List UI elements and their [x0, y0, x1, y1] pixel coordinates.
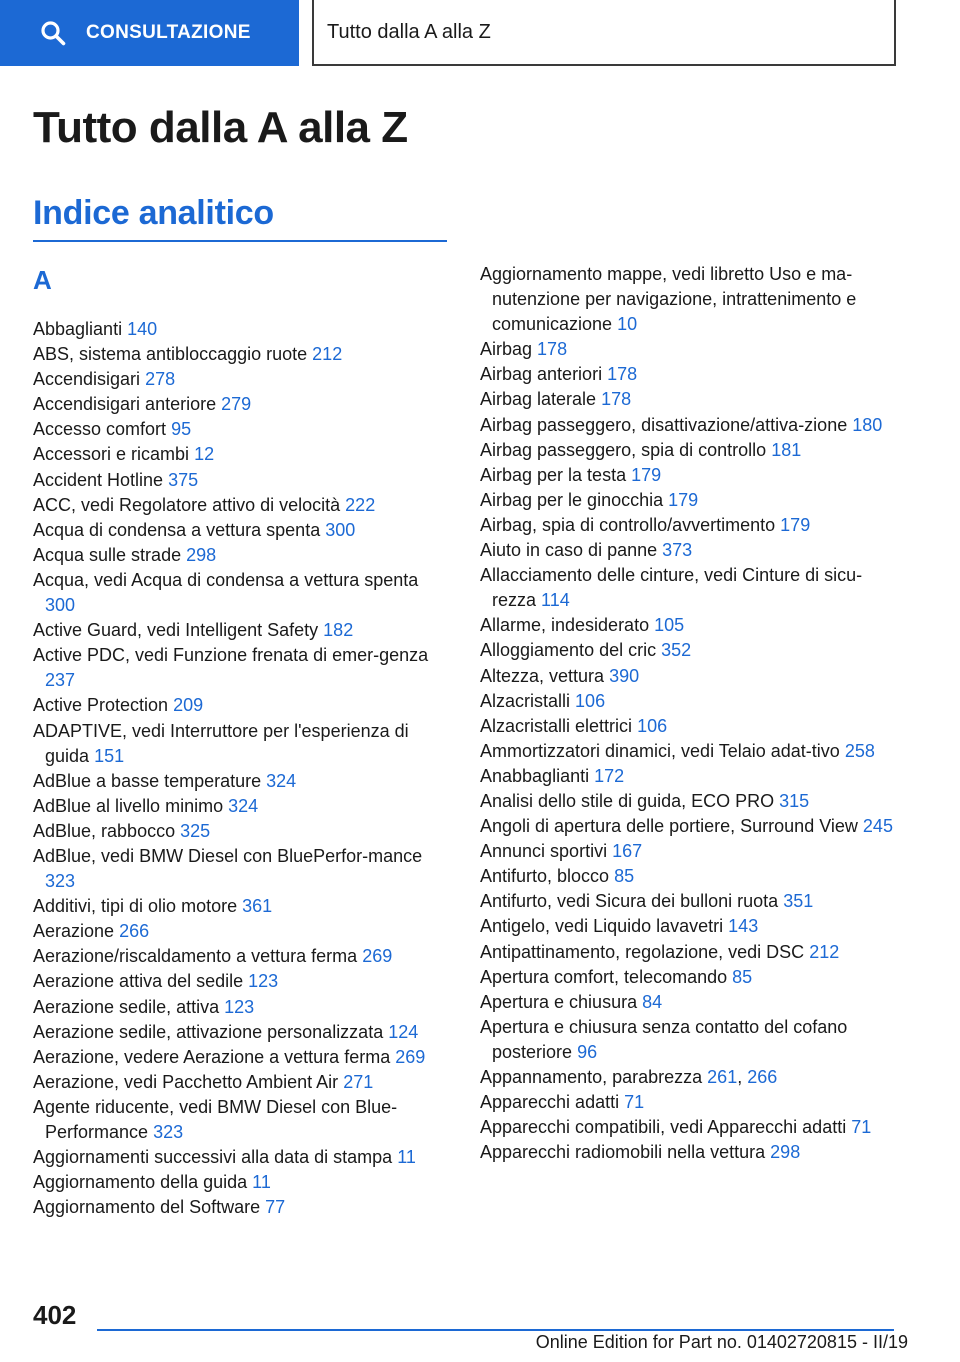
index-entry — [480, 814, 900, 839]
page-reference-link[interactable]: 179 — [668, 489, 699, 510]
index-entry-text: Apertura e chiusura — [480, 991, 638, 1012]
index-entry — [33, 317, 453, 342]
page-reference-link[interactable]: 361 — [242, 896, 273, 917]
page-reference-link[interactable]: 352 — [661, 640, 692, 661]
page-reference-link[interactable]: 180 — [852, 414, 883, 435]
index-entry — [33, 1070, 453, 1095]
index-entry-text: Annunci sportivi — [480, 841, 608, 862]
index-entry-text: ABS, sistema antibloccaggio ruote — [33, 344, 308, 365]
tab-current-label: Tutto dalla A alla Z — [327, 20, 491, 43]
index-entry — [480, 337, 900, 362]
page-reference-link[interactable]: 209 — [173, 695, 204, 716]
footer-edition: Online Edition for Part no. 01402720815 - II/19 — [535, 1332, 908, 1352]
index-entry — [480, 513, 900, 538]
page-reference-link[interactable]: 324 — [228, 795, 259, 816]
index-entry-text: Aerazione sedile, attivazione personalizzata — [33, 1021, 384, 1042]
index-entries-right — [480, 262, 900, 1165]
search-icon — [40, 20, 66, 46]
page-reference-link[interactable]: 222 — [345, 494, 376, 515]
index-entry — [33, 1195, 453, 1220]
page-reference-link[interactable]: 85 — [614, 866, 635, 887]
index-entry-text: Airbag per le ginocchia — [480, 489, 664, 510]
index-entry-text: Apparecchi compatibili, vedi Apparecchi adatti — [480, 1117, 847, 1138]
index-entry-text: Apparecchi radiomobili nella vettura — [480, 1142, 766, 1163]
index-entry — [33, 643, 453, 693]
page-reference-link[interactable]: 323 — [153, 1122, 184, 1142]
index-entry — [480, 714, 900, 739]
index-entry — [33, 568, 453, 618]
index-entry-text: Antifurto, vedi Sicura dei bulloni ruota — [480, 891, 779, 912]
index-entry-text: Accessori e ricambi — [33, 444, 190, 465]
page-reference-link[interactable]: 143 — [728, 916, 759, 937]
page-reference-link[interactable]: 279 — [221, 394, 252, 415]
index-entry — [480, 638, 900, 663]
page-reference-link[interactable]: 71 — [851, 1117, 872, 1138]
index-entry — [33, 543, 453, 568]
index-entry — [480, 262, 900, 337]
index-entry — [480, 362, 900, 387]
index-entry — [33, 493, 453, 518]
index-entry — [33, 995, 453, 1020]
index-entry-text: AdBlue, vedi BMW Diesel con BluePerfor‐mance — [33, 845, 423, 866]
index-entry — [480, 764, 900, 789]
page-reference-link[interactable]: 167 — [612, 841, 643, 862]
index-entry-text: Appannamento, parabrezza — [480, 1067, 703, 1087]
index-entry — [480, 914, 900, 939]
top-tab-bar — [0, 0, 960, 66]
index-entry-text: Airbag laterale — [480, 389, 597, 410]
index-entry-text: Alzacristalli elettrici — [480, 715, 633, 736]
index-entry-text: Aerazione — [33, 921, 115, 942]
page-reference-link[interactable]: 271 — [343, 1071, 374, 1092]
index-entry-text: AdBlue, rabbocco — [33, 820, 176, 841]
page-reference-link[interactable]: 10 — [617, 314, 638, 335]
page-reference-link[interactable]: 315 — [779, 790, 810, 811]
page-reference-link[interactable]: 373 — [662, 540, 693, 561]
index-entry — [33, 468, 453, 493]
index-entry — [33, 367, 453, 392]
index-entry — [33, 342, 453, 367]
index-entry-text: Acqua, vedi Acqua di condensa a vettura spenta — [33, 569, 419, 590]
index-entry-text: Aggiornamenti successivi alla data di stampa — [33, 1147, 393, 1168]
page-reference-link[interactable]: 12 — [194, 444, 215, 465]
index-entry-text: Alzacristalli — [480, 690, 571, 711]
page-reference-link[interactable]: 181 — [771, 439, 802, 460]
index-entry — [480, 739, 900, 764]
page-reference-link[interactable]: 212 — [312, 344, 343, 365]
page-reference-link[interactable]: 179 — [780, 514, 811, 535]
tab-consultazione-label: CONSULTAZIONE — [86, 22, 251, 43]
index-entry — [480, 463, 900, 488]
index-entry — [480, 839, 900, 864]
page-reference-link[interactable]: 323 — [45, 871, 76, 892]
index-entry-text: AdBlue al livello minimo — [33, 795, 224, 816]
page-reference-link[interactable]: 106 — [575, 690, 606, 711]
page-reference-link[interactable]: 261 — [707, 1067, 738, 1087]
page-reference-link[interactable]: 172 — [594, 765, 625, 786]
index-entry — [480, 1015, 900, 1065]
index-entry: Appannamento, parabrezza 261, 266 — [480, 1067, 778, 1087]
page-reference-link[interactable]: 106 — [637, 715, 668, 736]
page-reference-link[interactable]: 71 — [624, 1092, 645, 1113]
index-entry-text: Airbag passeggero, disattivazione/attiva‐zione — [480, 414, 848, 435]
index-entry-text: Aerazione, vedi Pacchetto Ambient Air — [33, 1071, 339, 1092]
page-reference-link[interactable]: 178 — [601, 389, 632, 410]
index-entry-text: Aerazione, vedere Aerazione a vettura ferma — [33, 1046, 391, 1067]
page-reference-link[interactable]: 140 — [127, 319, 158, 339]
index-entry — [33, 769, 453, 794]
index-entry — [33, 944, 453, 969]
page-reference-link[interactable]: 179 — [631, 464, 662, 485]
index-entry — [33, 392, 453, 417]
page-reference-link[interactable]: 237 — [45, 670, 76, 691]
index-entry-text: Accendisigari anteriore — [33, 394, 217, 415]
index-entry-text: Acqua di condensa a vettura spenta — [33, 519, 321, 540]
index-entry — [33, 693, 453, 718]
index-entry — [33, 894, 453, 919]
index-entry-text: Additivi, tipi di olio motore — [33, 896, 238, 917]
page-reference-link[interactable]: 269 — [362, 946, 393, 967]
page-reference-link[interactable]: 324 — [266, 770, 297, 791]
page-reference-link[interactable]: 212 — [809, 941, 840, 962]
index-entry-text: Active PDC, vedi Funzione frenata di emer‐genza — [33, 645, 429, 666]
index-entry — [480, 965, 900, 990]
index-entry — [33, 819, 453, 844]
index-entry — [480, 488, 900, 513]
index-entry — [33, 1045, 453, 1070]
page-reference-link[interactable]: 178 — [607, 364, 638, 385]
index-entry-text: Anabbaglianti — [480, 765, 590, 786]
index-entries-left — [33, 317, 453, 1220]
footer-divider — [97, 1329, 894, 1331]
index-entry-text: Active Guard, vedi Intelligent Safety — [33, 620, 319, 641]
page-reference-link[interactable]: 96 — [577, 1041, 598, 1062]
index-entry — [33, 1095, 453, 1145]
index-entry — [33, 518, 453, 543]
index-entry — [33, 1020, 453, 1045]
index-entry — [480, 1115, 900, 1140]
index-column-right — [480, 262, 900, 1165]
page-reference-link[interactable]: 266 — [747, 1067, 778, 1087]
index-entry-text: Antigelo, vedi Liquido lavavetri — [480, 916, 724, 937]
index-entry — [480, 1140, 900, 1165]
index-entry — [480, 613, 900, 638]
page-title: Tutto dalla A alla Z — [33, 103, 408, 152]
index-entry-text: ADAPTIVE, vedi Interruttore per l'esperienza di guida — [33, 720, 409, 766]
index-entry — [33, 794, 453, 819]
index-entry — [480, 889, 900, 914]
index-entry — [480, 990, 900, 1015]
index-entry-text: Apertura e chiusura senza contatto del cofano posteriore — [480, 1016, 848, 1062]
index-entry — [480, 689, 900, 714]
index-entry — [33, 969, 453, 994]
index-entry — [480, 387, 900, 412]
index-entry-text: Aggiornamento del Software — [33, 1197, 261, 1218]
page-reference-link[interactable]: 114 — [541, 590, 570, 611]
page-reference-link[interactable]: 182 — [323, 620, 354, 641]
page-reference-link[interactable]: 123 — [248, 971, 279, 992]
page-reference-link[interactable]: 151 — [94, 745, 125, 766]
tab-current-section[interactable] — [312, 0, 896, 66]
index-entry — [480, 864, 900, 889]
index-entry — [480, 438, 900, 463]
index-letter-heading: A — [33, 265, 52, 295]
page-reference-link[interactable]: 85 — [732, 966, 753, 987]
index-entry — [480, 1090, 900, 1115]
index-entry-text: Analisi dello stile di guida, ECO PRO — [480, 790, 775, 811]
index-entry-text: Alloggiamento del cric — [480, 640, 657, 661]
page-reference-link[interactable]: 95 — [171, 419, 192, 440]
page-reference-link[interactable]: 278 — [145, 369, 176, 390]
index-entry-text: AdBlue a basse temperature — [33, 770, 262, 791]
index-entry-text: Airbag, spia di controllo/avvertimento — [480, 514, 776, 535]
index-entry — [480, 940, 900, 965]
section-divider — [33, 240, 447, 242]
page-reference-link[interactable]: 258 — [844, 740, 875, 761]
page-reference-link[interactable]: 11 — [397, 1147, 416, 1168]
index-entry-text: Active Protection — [33, 695, 169, 716]
index-entry-text: Acqua sulle strade — [33, 544, 182, 565]
index-column-left — [33, 262, 453, 1220]
index-entry-text: Apertura comfort, telecomando — [480, 966, 728, 987]
index-entry-text: Antifurto, blocco — [480, 866, 610, 887]
page-reference-link[interactable]: 11 — [252, 1172, 271, 1193]
index-entry-text: Airbag anteriori — [480, 364, 603, 385]
index-entry — [33, 1145, 453, 1170]
page-reference-link[interactable]: 123 — [224, 996, 255, 1017]
index-entry — [480, 563, 900, 613]
page-reference-link[interactable]: 124 — [388, 1021, 419, 1042]
index-entry-text: Allacciamento delle cinture, vedi Cinture di sicu‐rezza — [480, 565, 863, 611]
index-entry-text: Aerazione attiva del sedile — [33, 971, 244, 992]
index-entry-text: Angoli di apertura delle portiere, Surround View — [480, 816, 858, 837]
page-reference-link[interactable]: 84 — [642, 991, 663, 1012]
index-entry-text: Accendisigari — [33, 369, 141, 390]
page-reference-link[interactable]: 77 — [265, 1197, 286, 1218]
index-entry-text: Antipattinamento, regolazione, vedi DSC — [480, 941, 805, 962]
index-entry-text: Ammortizzatori dinamici, vedi Telaio adat‐tivo — [480, 740, 840, 761]
index-entry — [33, 618, 453, 643]
page-reference-link[interactable]: 105 — [654, 615, 685, 636]
index-entry-text: Aggiornamento della guida — [33, 1172, 248, 1193]
index-entry-text: Apparecchi adatti — [480, 1092, 620, 1113]
page-reference-link[interactable]: 298 — [186, 544, 217, 565]
index-entry-text: Airbag per la testa — [480, 464, 627, 485]
page-reference-link[interactable]: 375 — [168, 469, 199, 490]
index-entry-text: Aerazione sedile, attiva — [33, 996, 220, 1017]
index-entry-text: Altezza, vettura — [480, 665, 605, 686]
page-reference-link[interactable]: 269 — [395, 1046, 426, 1067]
index-entry — [33, 919, 453, 944]
index-entry — [33, 442, 453, 467]
index-entry — [480, 538, 900, 563]
index-entry-text: Airbag passeggero, spia di controllo — [480, 439, 767, 460]
index-entry-text: Accident Hotline — [33, 469, 164, 490]
page-reference-link[interactable]: 298 — [770, 1142, 801, 1163]
index-entry-text: ACC, vedi Regolatore attivo di velocità — [33, 494, 341, 515]
index-entry-text: Aerazione/riscaldamento a vettura ferma — [33, 946, 358, 967]
page-reference-link[interactable]: 325 — [180, 820, 211, 841]
index-entry — [33, 417, 453, 442]
page-reference-link[interactable]: 245 — [862, 816, 893, 837]
index-entry-text: Aggiornamento mappe, vedi libretto Uso e ma‐nutenzione per navigazione, intrattenimento e comunicazione — [480, 264, 857, 335]
index-entry-text: Allarme, indesiderato — [480, 615, 650, 636]
index-entry-text: Agente riducente, vedi BMW Diesel con Blue‐Performance — [33, 1096, 398, 1142]
index-entry — [33, 1170, 453, 1195]
page-reference-link[interactable]: 351 — [783, 891, 814, 912]
page-reference-link[interactable]: 300 — [45, 595, 76, 616]
index-entry-text: Accesso comfort — [33, 419, 167, 440]
section-title: Indice analitico — [33, 194, 274, 232]
index-entry — [480, 413, 900, 438]
index-entry-text: Abbaglianti — [33, 319, 123, 339]
index-entry — [480, 789, 900, 814]
index-entry — [480, 664, 900, 689]
page-reference-link[interactable]: 266 — [119, 921, 150, 942]
index-entry — [33, 719, 453, 769]
index-entry-text: Aiuto in caso di panne — [480, 540, 658, 561]
page-reference-link[interactable]: 390 — [609, 665, 640, 686]
index-entry — [33, 844, 453, 894]
page-reference-link[interactable]: 300 — [325, 519, 356, 540]
index-entry-text: Airbag — [480, 339, 533, 360]
tab-consultazione[interactable] — [0, 0, 299, 66]
page-number: 402 — [33, 1300, 77, 1330]
page-reference-link[interactable]: 178 — [537, 339, 568, 360]
